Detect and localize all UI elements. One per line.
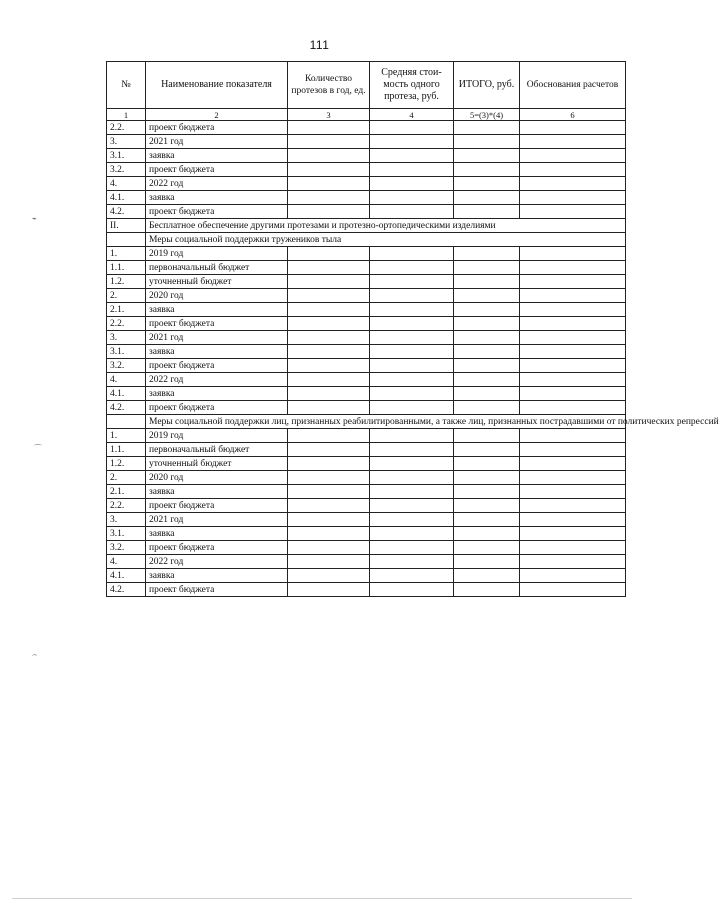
quantity-cell <box>288 359 370 373</box>
indicator-name: 2020 год <box>146 471 288 485</box>
indicator-name: первоначальный бюджет <box>146 261 288 275</box>
total-cell <box>454 373 520 387</box>
indicator-name: 2021 год <box>146 135 288 149</box>
table-row <box>107 387 626 401</box>
indicator-name: заявка <box>146 387 288 401</box>
justification-cell <box>520 345 626 359</box>
indicator-name: 2021 год <box>146 513 288 527</box>
table-row <box>107 149 626 163</box>
quantity-cell <box>288 513 370 527</box>
quantity-cell <box>288 443 370 457</box>
section-row <box>107 219 626 233</box>
justification-cell <box>520 527 626 541</box>
row-number: 4.1. <box>107 191 146 205</box>
total-cell <box>454 555 520 569</box>
quantity-cell <box>288 555 370 569</box>
indicator-name: заявка <box>146 303 288 317</box>
row-number: 3.2. <box>107 541 146 555</box>
row-number: II. <box>107 219 146 233</box>
quantity-cell <box>288 401 370 415</box>
justification-cell <box>520 471 626 485</box>
table-row <box>107 205 626 219</box>
average-cost-cell <box>370 513 454 527</box>
table-row <box>107 261 626 275</box>
total-cell <box>454 317 520 331</box>
justification-cell <box>520 359 626 373</box>
justification-cell <box>520 261 626 275</box>
quantity-cell <box>288 331 370 345</box>
average-cost-cell <box>370 163 454 177</box>
row-number: 3.1. <box>107 149 146 163</box>
justification-cell <box>520 513 626 527</box>
section-title: Меры социальной поддержки тружеников тыла <box>146 233 626 247</box>
total-cell <box>454 289 520 303</box>
header-justification: Обоснования расчетов <box>520 62 626 109</box>
justification-cell <box>520 583 626 597</box>
justification-cell <box>520 247 626 261</box>
total-cell <box>454 163 520 177</box>
average-cost-cell <box>370 359 454 373</box>
average-cost-cell <box>370 429 454 443</box>
average-cost-cell <box>370 191 454 205</box>
total-cell <box>454 359 520 373</box>
average-cost-cell <box>370 387 454 401</box>
table-row <box>107 177 626 191</box>
average-cost-cell <box>370 275 454 289</box>
indicator-name: 2020 год <box>146 289 288 303</box>
quantity-cell <box>288 499 370 513</box>
header-average-cost: Средняя стои-мость одного протеза, руб. <box>370 62 454 109</box>
row-number: 4.1. <box>107 569 146 583</box>
table-row <box>107 569 626 583</box>
column-number: 1 <box>107 109 146 121</box>
total-cell <box>454 513 520 527</box>
indicator-name: проект бюджета <box>146 401 288 415</box>
total-cell <box>454 331 520 345</box>
row-number: 3.1. <box>107 345 146 359</box>
row-number: 1.2. <box>107 457 146 471</box>
table-row <box>107 303 626 317</box>
average-cost-cell <box>370 135 454 149</box>
budget-table <box>106 61 719 597</box>
justification-cell <box>520 317 626 331</box>
table-row <box>107 485 626 499</box>
row-number: 3. <box>107 135 146 149</box>
justification-cell <box>520 443 626 457</box>
row-number <box>107 233 146 247</box>
average-cost-cell <box>370 499 454 513</box>
indicator-name: заявка <box>146 485 288 499</box>
justification-cell <box>520 121 626 135</box>
table-row <box>107 541 626 555</box>
quantity-cell <box>288 373 370 387</box>
total-cell <box>454 527 520 541</box>
total-cell <box>454 485 520 499</box>
section-row <box>107 415 626 429</box>
justification-cell <box>520 429 626 443</box>
indicator-name: проект бюджета <box>146 499 288 513</box>
column-number: 3 <box>288 109 370 121</box>
quantity-cell <box>288 121 370 135</box>
indicator-name: проект бюджета <box>146 583 288 597</box>
table-row <box>107 401 626 415</box>
row-number: 4. <box>107 373 146 387</box>
table-row <box>107 457 626 471</box>
quantity-cell <box>288 569 370 583</box>
indicator-name: проект бюджета <box>146 317 288 331</box>
row-number: 2.2. <box>107 317 146 331</box>
total-cell <box>454 499 520 513</box>
total-cell <box>454 401 520 415</box>
quantity-cell <box>288 317 370 331</box>
justification-cell <box>520 275 626 289</box>
justification-cell <box>520 205 626 219</box>
justification-cell <box>520 569 626 583</box>
average-cost-cell <box>370 527 454 541</box>
quantity-cell <box>288 289 370 303</box>
indicator-name: уточненный бюджет <box>146 275 288 289</box>
header-number: № <box>107 62 146 109</box>
total-cell <box>454 443 520 457</box>
table-row <box>107 527 626 541</box>
indicator-name: 2022 год <box>146 555 288 569</box>
row-number: 2.1. <box>107 303 146 317</box>
total-cell <box>454 303 520 317</box>
row-number: 1. <box>107 247 146 261</box>
row-number: 1.2. <box>107 275 146 289</box>
average-cost-cell <box>370 303 454 317</box>
indicator-name: проект бюджета <box>146 359 288 373</box>
total-cell <box>454 429 520 443</box>
average-cost-cell <box>370 149 454 163</box>
row-number: 4. <box>107 177 146 191</box>
quantity-cell <box>288 261 370 275</box>
indicator-name: заявка <box>146 527 288 541</box>
table-row <box>107 583 626 597</box>
total-cell <box>454 121 520 135</box>
indicator-name: проект бюджета <box>146 541 288 555</box>
table-row <box>107 289 626 303</box>
indicator-name: заявка <box>146 345 288 359</box>
row-number: 2. <box>107 289 146 303</box>
quantity-cell <box>288 345 370 359</box>
table-row <box>107 247 626 261</box>
indicator-name: 2019 год <box>146 429 288 443</box>
justification-cell <box>520 331 626 345</box>
section-title: Меры социальной поддержки лиц, признанных реабилитированными, а также лиц, признанных пострадавшими от политических репрессий <box>146 415 626 429</box>
justification-cell <box>520 303 626 317</box>
header-row <box>107 62 626 109</box>
average-cost-cell <box>370 457 454 471</box>
row-number: 3.1. <box>107 527 146 541</box>
scan-mark: ⌁ <box>32 214 37 223</box>
justification-cell <box>520 457 626 471</box>
table-row <box>107 331 626 345</box>
total-cell <box>454 261 520 275</box>
row-number: 4.2. <box>107 583 146 597</box>
table-row <box>107 443 626 457</box>
row-number: 4.1. <box>107 387 146 401</box>
quantity-cell <box>288 275 370 289</box>
quantity-cell <box>288 163 370 177</box>
row-number: 4.2. <box>107 205 146 219</box>
scan-mark: ⌢ <box>32 650 38 659</box>
table-row <box>107 191 626 205</box>
justification-cell <box>520 135 626 149</box>
indicator-name: 2021 год <box>146 331 288 345</box>
justification-cell <box>520 191 626 205</box>
section-title: Бесплатное обеспечение другими протезами и протезно-ортопедическими изделиями <box>146 219 626 233</box>
quantity-cell <box>288 177 370 191</box>
justification-cell <box>520 387 626 401</box>
indicator-name: заявка <box>146 569 288 583</box>
table-row <box>107 373 626 387</box>
average-cost-cell <box>370 177 454 191</box>
quantity-cell <box>288 387 370 401</box>
average-cost-cell <box>370 485 454 499</box>
average-cost-cell <box>370 345 454 359</box>
total-cell <box>454 149 520 163</box>
justification-cell <box>520 373 626 387</box>
total-cell <box>454 345 520 359</box>
column-number: 6 <box>520 109 626 121</box>
indicator-name: проект бюджета <box>146 205 288 219</box>
column-number: 4 <box>370 109 454 121</box>
row-number: 4.2. <box>107 401 146 415</box>
total-cell <box>454 387 520 401</box>
header-indicator-name: Наименование показателя <box>146 62 288 109</box>
header-total: ИТОГО, руб. <box>454 62 520 109</box>
average-cost-cell <box>370 555 454 569</box>
total-cell <box>454 569 520 583</box>
table-row <box>107 275 626 289</box>
indicator-name: первоначальный бюджет <box>146 443 288 457</box>
header-quantity: Количество протезов в год, ед. <box>288 62 370 109</box>
scan-mark: ⌒ <box>34 444 42 453</box>
row-number <box>107 415 146 429</box>
quantity-cell <box>288 247 370 261</box>
table-row <box>107 135 626 149</box>
quantity-cell <box>288 429 370 443</box>
average-cost-cell <box>370 569 454 583</box>
total-cell <box>454 275 520 289</box>
column-number: 2 <box>146 109 288 121</box>
table-row <box>107 359 626 373</box>
average-cost-cell <box>370 583 454 597</box>
average-cost-cell <box>370 471 454 485</box>
average-cost-cell <box>370 401 454 415</box>
quantity-cell <box>288 135 370 149</box>
row-number: 2.1. <box>107 485 146 499</box>
average-cost-cell <box>370 247 454 261</box>
row-number: 3. <box>107 513 146 527</box>
total-cell <box>454 191 520 205</box>
total-cell <box>454 457 520 471</box>
quantity-cell <box>288 527 370 541</box>
quantity-cell <box>288 191 370 205</box>
table-row <box>107 429 626 443</box>
row-number: 3. <box>107 331 146 345</box>
indicator-name: заявка <box>146 191 288 205</box>
average-cost-cell <box>370 331 454 345</box>
quantity-cell <box>288 485 370 499</box>
indicator-name: 2019 год <box>146 247 288 261</box>
justification-cell <box>520 177 626 191</box>
quantity-cell <box>288 583 370 597</box>
justification-cell <box>520 541 626 555</box>
justification-cell <box>520 555 626 569</box>
table-row <box>107 345 626 359</box>
indicator-name: проект бюджета <box>146 163 288 177</box>
table-row <box>107 555 626 569</box>
table-row <box>107 163 626 177</box>
justification-cell <box>520 149 626 163</box>
scan-edge-line <box>12 898 632 899</box>
quantity-cell <box>288 149 370 163</box>
total-cell <box>454 135 520 149</box>
average-cost-cell <box>370 289 454 303</box>
justification-cell <box>520 499 626 513</box>
quantity-cell <box>288 303 370 317</box>
table-row <box>107 121 626 135</box>
quantity-cell <box>288 205 370 219</box>
indicator-name: уточненный бюджет <box>146 457 288 471</box>
row-number: 2.2. <box>107 499 146 513</box>
page-number: 111 <box>309 38 330 52</box>
average-cost-cell <box>370 541 454 555</box>
total-cell <box>454 583 520 597</box>
average-cost-cell <box>370 121 454 135</box>
table-row <box>107 499 626 513</box>
row-number: 4. <box>107 555 146 569</box>
total-cell <box>454 205 520 219</box>
total-cell <box>454 177 520 191</box>
average-cost-cell <box>370 373 454 387</box>
row-number: 3.2. <box>107 163 146 177</box>
indicator-name: заявка <box>146 149 288 163</box>
row-number: 1.1. <box>107 443 146 457</box>
row-number: 1.1. <box>107 261 146 275</box>
table-row <box>107 513 626 527</box>
indicator-name: 2022 год <box>146 373 288 387</box>
row-number: 1. <box>107 429 146 443</box>
total-cell <box>454 471 520 485</box>
justification-cell <box>520 485 626 499</box>
average-cost-cell <box>370 317 454 331</box>
justification-cell <box>520 401 626 415</box>
table-body <box>107 121 719 597</box>
average-cost-cell <box>370 205 454 219</box>
section-row <box>107 233 626 247</box>
justification-cell <box>520 163 626 177</box>
average-cost-cell <box>370 443 454 457</box>
table-row <box>107 317 626 331</box>
total-cell <box>454 541 520 555</box>
column-numbers-row <box>107 109 626 121</box>
column-number: 5=(3)*(4) <box>454 109 520 121</box>
indicator-name: проект бюджета <box>146 121 288 135</box>
row-number: 2.2. <box>107 121 146 135</box>
total-cell <box>454 247 520 261</box>
quantity-cell <box>288 541 370 555</box>
average-cost-cell <box>370 261 454 275</box>
quantity-cell <box>288 471 370 485</box>
table-row <box>107 471 626 485</box>
indicator-name: 2022 год <box>146 177 288 191</box>
row-number: 2. <box>107 471 146 485</box>
justification-cell <box>520 289 626 303</box>
row-number: 3.2. <box>107 359 146 373</box>
quantity-cell <box>288 457 370 471</box>
